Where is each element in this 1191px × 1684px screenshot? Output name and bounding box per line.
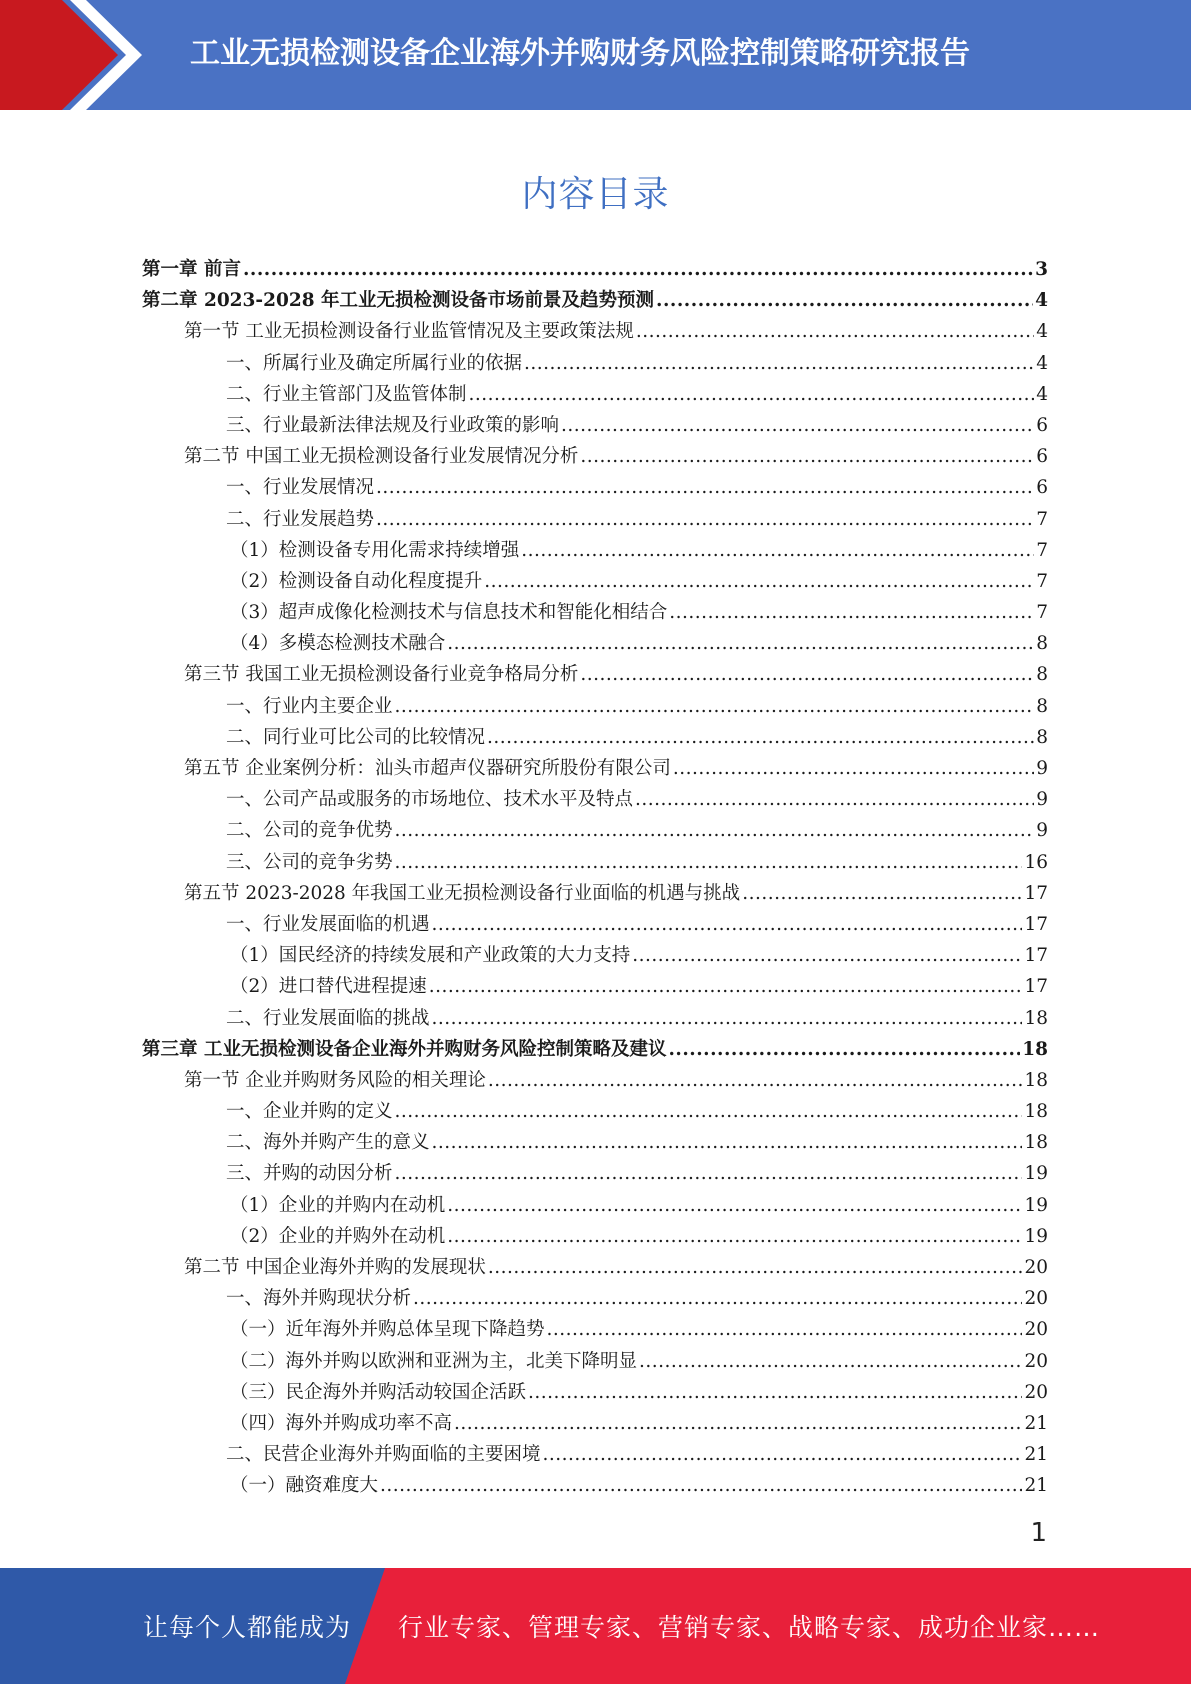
toc-entry-page: 21 <box>1024 1412 1048 1434</box>
report-title: 工业无损检测设备企业海外并购财务风险控制策略研究报告 <box>190 36 970 71</box>
toc-entry-label: 第三章 工业无损检测设备企业海外并购财务风险控制策略及建议 <box>142 1038 667 1060</box>
toc-entry-page: 16 <box>1024 851 1048 873</box>
toc-leader-dots <box>454 1408 1022 1439</box>
toc-leader-dots <box>543 1439 1023 1470</box>
toc-leader-dots <box>376 472 1034 503</box>
toc-entry[interactable] <box>142 597 1048 628</box>
toc-entry-label: （1）国民经济的持续发展和产业政策的大力支持 <box>230 945 631 967</box>
toc-entry[interactable] <box>142 1096 1048 1127</box>
toc-entry[interactable] <box>142 441 1048 472</box>
toc-entry-label: 第二章 2023-2028 年工业无损检测设备市场前景及趋势预测 <box>142 290 655 312</box>
toc-leader-dots <box>243 254 1033 285</box>
toc-entry[interactable] <box>142 971 1048 1002</box>
toc-entry-page: 6 <box>1036 414 1048 436</box>
toc-entry-label: （1）检测设备专用化需求持续增强 <box>230 539 520 561</box>
toc-entry[interactable] <box>142 753 1048 784</box>
toc-entry-page: 6 <box>1036 446 1048 468</box>
toc-entry[interactable] <box>142 784 1048 815</box>
toc-leader-dots <box>528 1377 1022 1408</box>
toc-leader-dots <box>488 1065 1023 1096</box>
toc-entry[interactable] <box>142 847 1048 878</box>
toc-leader-dots <box>521 535 1034 566</box>
toc-entry[interactable] <box>142 1003 1048 1034</box>
toc-entry[interactable] <box>142 722 1048 753</box>
toc-entry-page: 9 <box>1036 758 1048 779</box>
toc-entry-page: 7 <box>1036 570 1048 592</box>
toc-leader-dots <box>380 1470 1022 1501</box>
toc-entry-label: 第一节 企业并购财务风险的相关理论 <box>184 1069 486 1091</box>
toc-leader-dots <box>447 1221 1022 1252</box>
toc-leader-dots <box>395 847 1023 878</box>
toc-entry-page: 20 <box>1024 1288 1048 1310</box>
toc-entry-label: 一、行业内主要企业 <box>226 695 393 717</box>
toc-entry-label: （三）民企海外并购活动较国企活跃 <box>230 1381 527 1403</box>
toc-entry[interactable] <box>142 535 1048 566</box>
toc-leader-dots <box>635 784 1034 815</box>
toc-entry-page: 17 <box>1024 976 1048 998</box>
toc-entry[interactable] <box>142 348 1048 379</box>
toc-entry[interactable] <box>142 1314 1048 1345</box>
toc-entry-label: 第五节 2023-2028 年我国工业无损检测设备行业面临的机遇与挑战 <box>184 882 741 904</box>
toc-entry[interactable] <box>142 1034 1048 1065</box>
toc-entry[interactable] <box>142 659 1048 690</box>
toc-entry-page: 8 <box>1036 726 1048 748</box>
toc-leader-dots <box>547 1314 1023 1345</box>
toc-leader-dots <box>742 878 1022 909</box>
toc-entry[interactable] <box>142 1408 1048 1439</box>
toc-entry-page: 3 <box>1035 259 1048 280</box>
toc-entry[interactable] <box>142 504 1048 535</box>
toc-entry-label: （3）超声成像化检测技术与信息技术和智能化相结合 <box>230 602 668 624</box>
toc-entry[interactable] <box>142 1377 1048 1408</box>
toc-entry-page: 21 <box>1024 1444 1048 1466</box>
toc-leader-dots <box>488 1252 1023 1283</box>
toc-entry[interactable] <box>142 1190 1048 1221</box>
toc-entry-page: 18 <box>1024 1132 1048 1154</box>
toc-entry-page: 17 <box>1024 882 1048 904</box>
toc-entry-page: 19 <box>1024 1225 1048 1247</box>
toc-leader-dots <box>432 1127 1023 1158</box>
toc-entry-page: 7 <box>1036 602 1048 624</box>
toc-entry-page: 8 <box>1036 664 1048 686</box>
toc-entry-label: （2）企业的并购外在动机 <box>230 1225 446 1247</box>
toc-leader-dots <box>376 504 1034 535</box>
toc-leader-dots <box>432 909 1023 940</box>
toc-entry-page: 20 <box>1024 1257 1048 1278</box>
toc-entry-page: 4 <box>1035 290 1048 312</box>
toc-entry-label: 二、行业发展面临的挑战 <box>226 1007 430 1029</box>
toc-entry-page: 7 <box>1036 539 1048 561</box>
toc-entry[interactable] <box>142 1065 1048 1096</box>
toc-entry[interactable] <box>142 1127 1048 1158</box>
toc-entry-label: 第二节 中国企业海外并购的发展现状 <box>184 1257 486 1278</box>
toc-leader-dots <box>668 1034 1020 1065</box>
toc-entry-page: 8 <box>1036 633 1048 655</box>
toc-entry-label: （1）企业的并购内在动机 <box>230 1194 446 1216</box>
toc-entry-label: 二、行业发展趋势 <box>226 508 375 530</box>
toc-leader-dots <box>580 441 1034 472</box>
toc-entry[interactable] <box>142 815 1048 846</box>
toc-entry-label: （四）海外并购成功率不高 <box>230 1412 453 1434</box>
toc-entry-page: 4 <box>1036 352 1048 374</box>
toc-leader-dots <box>413 1283 1022 1314</box>
toc-entry-page: 20 <box>1024 1319 1048 1341</box>
toc-entry-label: （一）近年海外并购总体呈现下降趋势 <box>230 1319 545 1341</box>
toc-entry-label: 第二节 中国工业无损检测设备行业发展情况分析 <box>184 446 579 468</box>
toc-entry-label: 二、民营企业海外并购面临的主要困境 <box>226 1444 541 1466</box>
toc-leader-dots <box>395 1158 1023 1189</box>
toc-entry-label: 一、所属行业及确定所属行业的依据 <box>226 352 523 374</box>
toc-entry-label: 一、企业并购的定义 <box>226 1101 393 1123</box>
toc-entry[interactable] <box>142 940 1048 971</box>
toc-leader-dots <box>432 1003 1023 1034</box>
toc-entry-label: （2）检测设备自动化程度提升 <box>230 570 483 592</box>
footer-slogan-right: 行业专家、管理专家、营销专家、战略专家、成功企业家…… <box>398 1613 1101 1642</box>
toc-leader-dots <box>395 815 1035 846</box>
toc-entry-page: 9 <box>1036 789 1048 811</box>
toc-entry-label: 二、行业主管部门及监管体制 <box>226 383 467 405</box>
toc-entry[interactable] <box>142 628 1048 659</box>
table-of-contents <box>142 254 1048 1502</box>
toc-entry[interactable] <box>142 1439 1048 1470</box>
toc-entry-page: 18 <box>1024 1007 1048 1029</box>
toc-entry-label: 第三节 我国工业无损检测设备行业竞争格局分析 <box>184 664 579 686</box>
toc-entry-label: 一、海外并购现状分析 <box>226 1288 412 1310</box>
toc-entry[interactable] <box>142 410 1048 441</box>
page-number: 1 <box>1030 1518 1047 1548</box>
toc-entry-label: 第一节 工业无损检测设备行业监管情况及主要政策法规 <box>184 321 634 343</box>
toc-entry-label: 一、公司产品或服务的市场地位、技术水平及特点 <box>226 789 634 811</box>
toc-entry[interactable] <box>142 1158 1048 1189</box>
toc-leader-dots <box>447 1190 1022 1221</box>
toc-entry-page: 18 <box>1022 1038 1048 1060</box>
toc-leader-dots <box>395 691 1035 722</box>
toc-leader-dots <box>561 410 1034 441</box>
toc-leader-dots <box>395 1096 1023 1127</box>
toc-leader-dots <box>429 971 1023 1002</box>
toc-leader-dots <box>469 379 1035 410</box>
toc-leader-dots <box>673 753 1034 784</box>
toc-entry-page: 17 <box>1024 945 1048 967</box>
toc-entry[interactable] <box>142 316 1048 347</box>
toc-entry-label: 第五节 企业案例分析：汕头市超声仪器研究所股份有限公司 <box>184 758 671 779</box>
toc-entry[interactable] <box>142 1252 1048 1283</box>
toc-leader-dots <box>632 940 1022 971</box>
toc-entry-label: 一、行业发展面临的机遇 <box>226 913 430 935</box>
toc-entry-label: 三、公司的竞争劣势 <box>226 851 393 873</box>
toc-entry-page: 19 <box>1024 1163 1048 1185</box>
footer-slogan-left: 让每个人都能成为 <box>143 1613 352 1642</box>
toc-entry[interactable] <box>142 254 1048 285</box>
toc-entry[interactable] <box>142 566 1048 597</box>
toc-leader-dots <box>447 628 1034 659</box>
toc-entry-page: 19 <box>1024 1194 1048 1216</box>
toc-entry[interactable] <box>142 1221 1048 1252</box>
toc-entry-label: 二、海外并购产生的意义 <box>226 1132 430 1154</box>
toc-entry[interactable] <box>142 1470 1048 1501</box>
toc-entry-label: 二、同行业可比公司的比较情况 <box>226 726 486 748</box>
toc-entry-label: （4）多模态检测技术融合 <box>230 633 446 655</box>
toc-leader-dots <box>636 316 1034 347</box>
toc-entry-label: 一、行业发展情况 <box>226 477 375 499</box>
toc-entry-page: 6 <box>1036 477 1048 499</box>
toc-entry-label: 三、并购的动因分析 <box>226 1163 393 1185</box>
toc-leader-dots <box>524 348 1034 379</box>
toc-entry[interactable] <box>142 1346 1048 1377</box>
toc-entry-label: 第一章 前言 <box>142 259 241 280</box>
toc-leader-dots <box>580 659 1034 690</box>
toc-entry[interactable] <box>142 909 1048 940</box>
toc-leader-dots <box>669 597 1034 628</box>
toc-entry-label: （一）融资难度大 <box>230 1475 379 1497</box>
toc-heading: 内容目录 <box>521 174 670 215</box>
toc-entry-page: 18 <box>1024 1101 1048 1123</box>
toc-entry-label: 二、公司的竞争优势 <box>226 820 393 842</box>
toc-entry-page: 4 <box>1036 383 1048 405</box>
header-band <box>0 0 1191 110</box>
toc-entry-page: 8 <box>1036 695 1048 717</box>
toc-entry[interactable] <box>142 285 1048 316</box>
toc-entry-page: 9 <box>1036 820 1048 842</box>
toc-entry[interactable] <box>142 472 1048 503</box>
toc-entry-label: 三、行业最新法律法规及行业政策的影响 <box>226 414 560 436</box>
toc-entry[interactable] <box>142 1283 1048 1314</box>
toc-entry-label: （2）进口替代进程提速 <box>230 976 427 998</box>
toc-entry[interactable] <box>142 379 1048 410</box>
toc-entry-page: 7 <box>1036 508 1048 530</box>
toc-leader-dots <box>656 285 1033 316</box>
toc-leader-dots <box>487 722 1034 753</box>
toc-entry-page: 21 <box>1024 1475 1048 1497</box>
footer-band <box>0 1568 1191 1684</box>
header-arrow-decoration <box>0 0 200 110</box>
toc-entry-label: （二）海外并购以欧洲和亚洲为主，北美下降明显 <box>230 1350 638 1372</box>
toc-entry-page: 20 <box>1024 1350 1048 1372</box>
toc-leader-dots <box>484 566 1034 597</box>
toc-entry[interactable] <box>142 878 1048 909</box>
toc-entry-page: 20 <box>1024 1381 1048 1403</box>
toc-entry-page: 17 <box>1024 913 1048 935</box>
toc-leader-dots <box>639 1346 1022 1377</box>
toc-entry-page: 4 <box>1036 321 1048 343</box>
toc-entry-page: 18 <box>1024 1069 1048 1091</box>
toc-entry[interactable] <box>142 691 1048 722</box>
